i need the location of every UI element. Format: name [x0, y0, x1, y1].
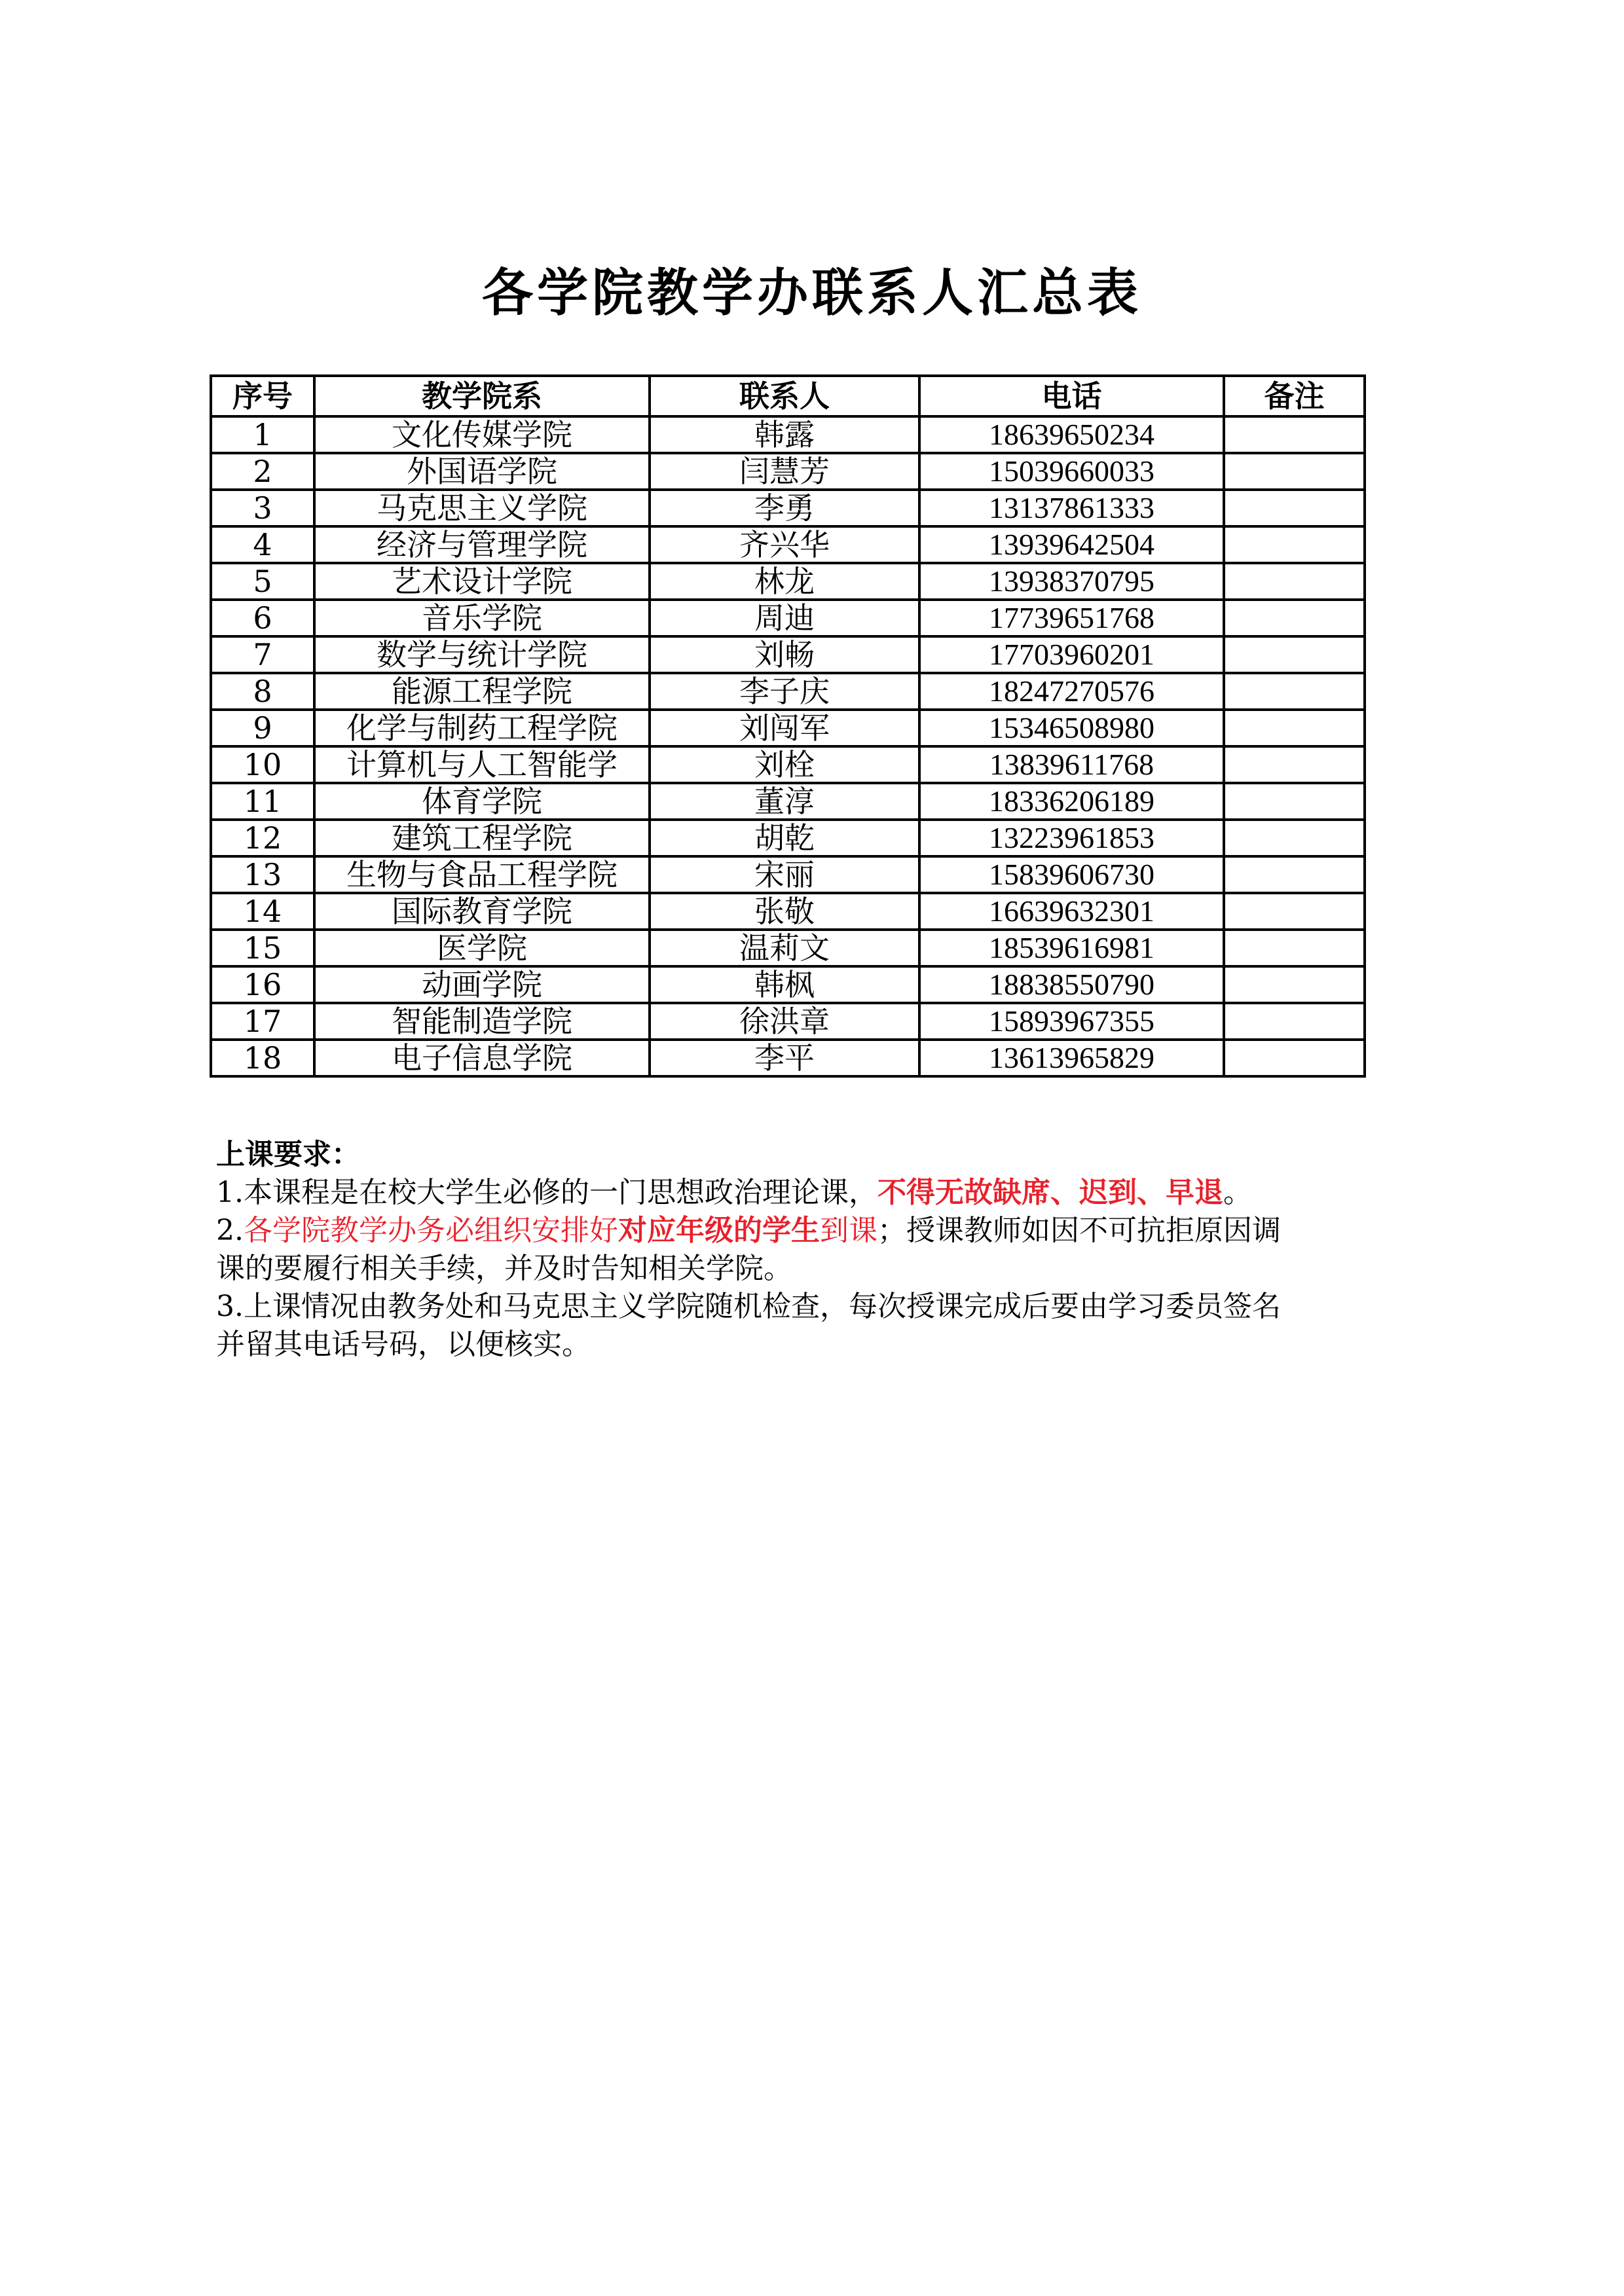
row-phone: 17739651768 [919, 600, 1224, 636]
table-row [211, 893, 1365, 930]
row-phone: 17703960201 [919, 636, 1224, 673]
requirement-1-emphasis: 不得无故缺席、迟到、早退 [877, 1176, 1223, 1209]
row-index: 11 [211, 783, 314, 820]
row-phone: 16639632301 [919, 893, 1224, 930]
row-college: 体育学院 [314, 783, 650, 820]
row-index: 17 [211, 1003, 314, 1040]
row-phone: 13137861333 [919, 490, 1224, 526]
row-phone: 18639650234 [919, 416, 1224, 453]
contacts-table [210, 374, 1366, 1078]
page-title: 各学院教学办联系人汇总表 [481, 263, 1142, 323]
row-index: 9 [211, 710, 314, 746]
row-note [1224, 526, 1365, 563]
header-index: 序号 [211, 376, 314, 416]
course-requirements [216, 1136, 1369, 1364]
row-note [1224, 1040, 1365, 1076]
row-college: 音乐学院 [314, 600, 650, 636]
requirement-3-line-2: 并留其电话号码，以便核实。 [216, 1328, 591, 1361]
row-college: 动画学院 [314, 966, 650, 1003]
row-note [1224, 453, 1365, 490]
row-index: 6 [211, 600, 314, 636]
row-college: 艺术设计学院 [314, 563, 650, 600]
table-row [211, 710, 1365, 746]
row-index: 12 [211, 820, 314, 856]
header-note: 备注 [1224, 376, 1365, 416]
row-college: 经济与管理学院 [314, 526, 650, 563]
row-college: 计算机与人工智能学 [314, 746, 650, 783]
row-note [1224, 930, 1365, 966]
table-row [211, 673, 1365, 710]
row-index: 13 [211, 856, 314, 893]
table-row [211, 490, 1365, 526]
row-contact: 李子庆 [650, 673, 919, 710]
row-contact: 李勇 [650, 490, 919, 526]
row-college: 文化传媒学院 [314, 416, 650, 453]
requirement-2 [216, 1212, 1369, 1250]
row-index: 3 [211, 490, 314, 526]
row-note [1224, 416, 1365, 453]
requirement-2-bold-text: 对应年级的学生 [618, 1214, 820, 1247]
requirement-2-red-text-2: 到课 [819, 1214, 877, 1247]
row-note [1224, 820, 1365, 856]
row-note [1224, 710, 1365, 746]
row-phone: 13939642504 [919, 526, 1224, 563]
requirements-heading: 上课要求： [216, 1138, 360, 1171]
header-contact: 联系人 [650, 376, 919, 416]
row-note [1224, 490, 1365, 526]
row-college: 马克思主义学院 [314, 490, 650, 526]
row-contact: 刘闯军 [650, 710, 919, 746]
row-college: 电子信息学院 [314, 1040, 650, 1076]
row-note [1224, 746, 1365, 783]
row-index: 15 [211, 930, 314, 966]
requirement-1-end: 。 [1223, 1176, 1252, 1209]
table-row [211, 856, 1365, 893]
row-phone: 15039660033 [919, 453, 1224, 490]
table-row [211, 526, 1365, 563]
table-row [211, 820, 1365, 856]
requirement-2-number: 2. [216, 1214, 244, 1247]
row-phone: 15839606730 [919, 856, 1224, 893]
row-college: 医学院 [314, 930, 650, 966]
row-phone: 13938370795 [919, 563, 1224, 600]
table-row [211, 600, 1365, 636]
row-note [1224, 1003, 1365, 1040]
table-row [211, 416, 1365, 453]
row-contact: 刘栓 [650, 746, 919, 783]
row-index: 7 [211, 636, 314, 673]
row-contact: 刘畅 [650, 636, 919, 673]
row-note [1224, 893, 1365, 930]
row-index: 8 [211, 673, 314, 710]
table-row [211, 563, 1365, 600]
row-phone: 18838550790 [919, 966, 1224, 1003]
requirement-2-line-2: 课的要履行相关手续，并及时告知相关学院。 [216, 1252, 792, 1285]
row-index: 18 [211, 1040, 314, 1076]
header-phone: 电话 [919, 376, 1224, 416]
row-index: 1 [211, 416, 314, 453]
table-row [211, 636, 1365, 673]
row-college: 化学与制药工程学院 [314, 710, 650, 746]
row-contact: 林龙 [650, 563, 919, 600]
row-note [1224, 966, 1365, 1003]
header-college: 教学院系 [314, 376, 650, 416]
row-phone: 15346508980 [919, 710, 1224, 746]
table-header-row [211, 376, 1365, 416]
row-contact: 宋丽 [650, 856, 919, 893]
row-contact: 胡乾 [650, 820, 919, 856]
row-contact: 张敬 [650, 893, 919, 930]
row-college: 数学与统计学院 [314, 636, 650, 673]
row-college: 国际教育学院 [314, 893, 650, 930]
row-college: 建筑工程学院 [314, 820, 650, 856]
row-contact: 韩枫 [650, 966, 919, 1003]
table-row [211, 930, 1365, 966]
row-phone: 13223961853 [919, 820, 1224, 856]
row-contact: 周迪 [650, 600, 919, 636]
row-phone: 18247270576 [919, 673, 1224, 710]
row-note [1224, 673, 1365, 710]
row-index: 14 [211, 893, 314, 930]
row-index: 10 [211, 746, 314, 783]
row-contact: 闫慧芳 [650, 453, 919, 490]
row-college: 外国语学院 [314, 453, 650, 490]
row-index: 16 [211, 966, 314, 1003]
row-note [1224, 636, 1365, 673]
row-phone: 18539616981 [919, 930, 1224, 966]
row-phone: 13839611768 [919, 746, 1224, 783]
row-college: 生物与食品工程学院 [314, 856, 650, 893]
table-row [211, 746, 1365, 783]
table-row [211, 1040, 1365, 1076]
row-note [1224, 856, 1365, 893]
row-contact: 韩露 [650, 416, 919, 453]
table-row [211, 453, 1365, 490]
requirement-1 [216, 1174, 1369, 1212]
row-contact: 齐兴华 [650, 526, 919, 563]
table-row [211, 966, 1365, 1003]
row-note [1224, 783, 1365, 820]
row-contact: 徐洪章 [650, 1003, 919, 1040]
table-row [211, 783, 1365, 820]
row-note [1224, 563, 1365, 600]
requirement-1-text: 1.本课程是在校大学生必修的一门思想政治理论课， [216, 1176, 877, 1209]
row-note [1224, 600, 1365, 636]
row-college: 智能制造学院 [314, 1003, 650, 1040]
row-college: 能源工程学院 [314, 673, 650, 710]
row-index: 5 [211, 563, 314, 600]
row-phone: 15893967355 [919, 1003, 1224, 1040]
table-row [211, 1003, 1365, 1040]
row-index: 4 [211, 526, 314, 563]
row-phone: 18336206189 [919, 783, 1224, 820]
row-contact: 李平 [650, 1040, 919, 1076]
row-phone: 13613965829 [919, 1040, 1224, 1076]
row-index: 2 [211, 453, 314, 490]
requirement-2-red-text: 各学院教学办务必组织安排好 [243, 1214, 618, 1247]
row-contact: 温莉文 [650, 930, 919, 966]
requirement-3: 3.上课情况由教务处和马克思主义学院随机检查，每次授课完成后要由学习委员签名 [216, 1290, 1281, 1323]
requirement-2-rest: ；授课教师如因不可抗拒原因调 [877, 1214, 1281, 1247]
row-contact: 董淳 [650, 783, 919, 820]
